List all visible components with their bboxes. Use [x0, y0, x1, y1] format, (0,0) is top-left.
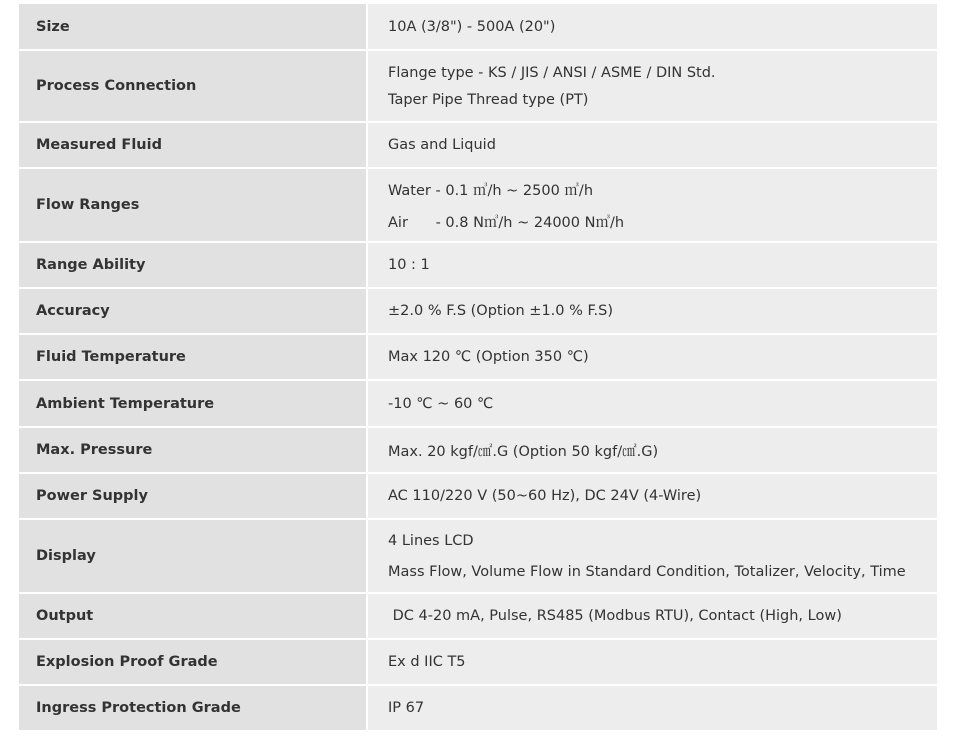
spec-value [367, 427, 937, 473]
spec-row-max-pressure [19, 427, 937, 473]
spec-value [367, 242, 937, 288]
spec-row-measured-fluid [19, 122, 937, 168]
spec-row-ingress-protection-grade [19, 685, 937, 731]
spec-value [367, 288, 937, 334]
spec-value-line: Air - 0.8 N㎥/h ~ 24000 N㎥/h [388, 214, 625, 231]
spec-row-size [19, 4, 937, 50]
spec-label: Fluid Temperature [19, 334, 367, 380]
spec-value [367, 4, 937, 50]
spec-value [367, 122, 937, 168]
spec-value-line: Mass Flow, Volume Flow in Standard Condition, Totalizer, Velocity, Time [388, 563, 906, 580]
spec-value [367, 639, 937, 685]
spec-label: Flow Ranges [19, 168, 367, 242]
spec-table [19, 4, 937, 732]
spec-label: Ingress Protection Grade [19, 685, 367, 731]
spec-value-line: ±2.0 % F.S (Option ±1.0 % F.S) [388, 303, 613, 319]
spec-value-line: Max. 20 kgf/㎠.G (Option 50 kgf/㎠.G) [388, 443, 659, 460]
spec-row-fluid-temperature [19, 334, 937, 380]
spec-row-display [19, 519, 937, 593]
spec-value-line: -10 ℃ ~ 60 ℃ [388, 395, 494, 412]
spec-label: Range Ability [19, 242, 367, 288]
spec-value-line: AC 110/220 V (50~60 Hz), DC 24V (4-Wire) [388, 488, 702, 504]
spec-row-process-connection [19, 50, 937, 122]
spec-value-line: 10 : 1 [388, 257, 430, 273]
spec-row-range-ability [19, 242, 937, 288]
spec-value [367, 519, 937, 593]
spec-value [367, 593, 937, 639]
spec-value-line: DC 4-20 mA, Pulse, RS485 (Modbus RTU), Contact (High, Low) [388, 608, 842, 624]
spec-label: Max. Pressure [19, 427, 367, 473]
spec-value-line: Ex d IIC T5 [388, 654, 466, 670]
spec-value [367, 50, 937, 122]
spec-value [367, 473, 937, 519]
spec-row-power-supply [19, 473, 937, 519]
spec-label: Ambient Temperature [19, 380, 367, 427]
spec-value-line: 10A (3/8") - 500A (20") [388, 18, 556, 35]
spec-value-line: Max 120 ℃ (Option 350 ℃) [388, 349, 589, 365]
spec-value [367, 685, 937, 731]
spec-value-line: Water - 0.1 ㎥/h ~ 2500 ㎥/h [388, 182, 594, 199]
spec-label: Output [19, 593, 367, 639]
spec-label: Display [19, 519, 367, 593]
spec-label: Explosion Proof Grade [19, 639, 367, 685]
spec-label: Process Connection [19, 50, 367, 122]
spec-value-line: Taper Pipe Thread type (PT) [388, 91, 589, 108]
spec-value [367, 380, 937, 427]
spec-value-line: Flange type - KS / JIS / ANSI / ASME / DIN Std. [388, 64, 716, 81]
spec-value [367, 168, 937, 242]
spec-row-output [19, 593, 937, 639]
spec-row-accuracy [19, 288, 937, 334]
spec-row-explosion-proof-grade [19, 639, 937, 685]
spec-value-line: 4 Lines LCD [388, 532, 474, 549]
spec-row-ambient-temperature [19, 380, 937, 427]
spec-value-line: Gas and Liquid [388, 137, 496, 153]
spec-label: Power Supply [19, 473, 367, 519]
spec-row-flow-ranges [19, 168, 937, 242]
spec-label: Size [19, 4, 367, 50]
spec-value [367, 334, 937, 380]
spec-value-line: IP 67 [388, 700, 425, 716]
spec-label: Measured Fluid [19, 122, 367, 168]
spec-label: Accuracy [19, 288, 367, 334]
